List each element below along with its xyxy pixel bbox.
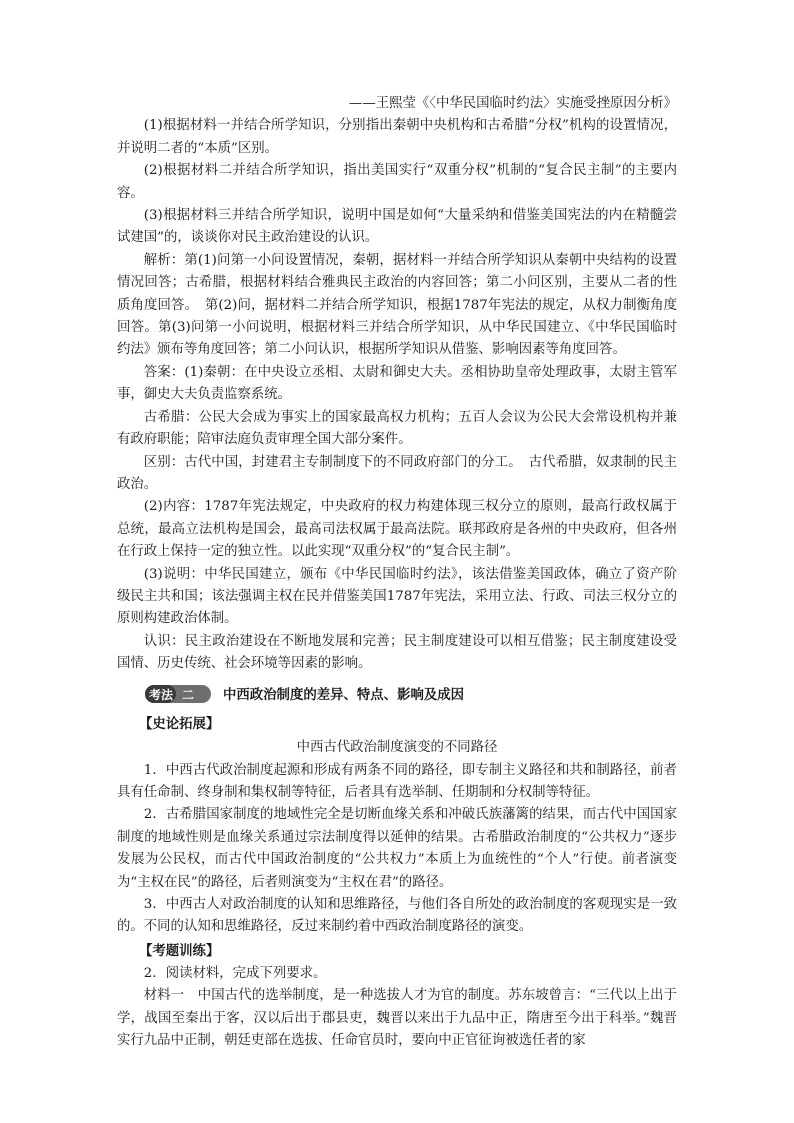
training-item: 2．阅读材料，完成下列要求。 bbox=[143, 965, 327, 981]
question-2: (2)根据材料二并结合所学知识，指出美国实行“双重分权”机制的“复合民主制”的主要内容。 bbox=[117, 163, 677, 201]
badge-right-text: 二 bbox=[182, 687, 195, 702]
source-citation: ——王熙莹《〈中华民国临时约法〉实施受挫原因分析》 bbox=[348, 96, 677, 111]
extension-point-2: 2．古希腊国家制度的地域性完全是切断血缘关系和冲破氏族藩篱的结果，而古代中国国家制度的地域性则是血缘关系通过宗法制度得以延伸的结果。古希腊政治制度的“公共权力”逐步发展为公民权，而古代中国政治制度的“公共权力”本质上为血统性的“个人”行使。前者演变为“主权在民”的路径，后者则演变为“主权在君”的路径。 bbox=[117, 807, 677, 890]
answer-content: (2)内容：1787年宪法规定，中央政府的权力构建体现三权分立的原则，最高行政权属于总统，最高立法机构是国会，最高司法权属于最高法院。联邦政府是各州的中央政府，但各州在行政上保持一定的独立性。以此实现“双重分权”的“复合民主制”。 bbox=[117, 499, 677, 560]
answer-difference: 区别：古代中国，封建君主专制制度下的不同政府部门的分工。 古代希腊，奴隶制的民主政治。 bbox=[117, 454, 677, 492]
badge-left-text: 考法 bbox=[149, 687, 174, 702]
answer-greece: 古希腊：公民大会成为事实上的国家最高权力机构；五百人会议为公民大会常设机构并兼有政府职能；陪审法庭负责审理全国大部分案件。 bbox=[117, 409, 677, 448]
document-content bbox=[117, 93, 677, 1052]
extension-point-3: 3．中西古人对政治制度的认知和思维路径，与他们各自所处的政治制度的客观现实是一致的。不同的认知和思维路径，反过来制约着中西政治制度路径的演变。 bbox=[117, 897, 677, 935]
extension-point-1: 1．中西古代政治制度起源和形成有两条不同的路径，即专制主义路径和共和制路径，前者具有任命制、终身制和集权制等特征，后者具有选举制、任期制和分权制等特征。 bbox=[117, 762, 677, 800]
section-title: 中西政治制度的差异、特点、影响及成因 bbox=[223, 688, 465, 704]
extension-tag: 【史论拓展】 bbox=[139, 715, 220, 732]
answer-qin: 答案：(1)秦朝：在中央设立丞相、太尉和御史大夫。丞相协助皇帝处理政事，太尉主管军事，御史大夫负责监察系统。 bbox=[117, 364, 677, 403]
answer-explanation: (3)说明：中华民国建立，颁布《中华民国临时约法》，该法借鉴美国政体，确立了资产阶级民主共和国；该法强调主权在民并借鉴美国1787年宪法，采用立法、行政、司法三权分立的原则构建政治体制。 bbox=[117, 566, 677, 627]
material-one: 材料一 中国古代的选举制度，是一种选拔人才为官的制度。苏东坡曾言：“三代以上出于学，战国至秦出于客，汉以后出于郡县吏，魏晋以来出于九品中正，隋唐至今出于科举。”魏晋实行九品中正制，朝廷吏部在选拔、任命官员时，要向中正官征询被选任者的家 bbox=[117, 988, 677, 1049]
question-3: (3)根据材料三并结合所学知识，说明中国是如何“大量采纳和借鉴美国宪法的内在精髓尝试建国”的，谈谈你对民主政治建设的认识。 bbox=[117, 208, 677, 246]
analysis-paragraph: 解析：第(1)问第一小问设置情况，秦朝，据材料一并结合所学知识从秦朝中央结构的设置情况回答；古希腊，根据材料结合雅典民主政治的内容回答；第二小问区别，主要从二者的性质角度回答。 第(2)问，据材料二并结合所学知识，根据1787年宪法的规定，从权力制衡角度回答。第(3)问第一小问说明，根据材料三并结合所学知识，从中华民国建立、《中华民国临时约法》颁布等角度回答；第二小问认识，根据所学知识从借鉴、影响因素等角度回答。 bbox=[117, 252, 677, 358]
extension-title: 中西古代政治制度演变的不同路径 bbox=[296, 739, 498, 755]
question-1: (1)根据材料一并结合所学知识，分别指出秦朝中央机构和古希腊“分权”机构的设置情况，并说明二者的“本质”区别。 bbox=[117, 118, 677, 156]
training-tag: 【考题训练】 bbox=[139, 942, 220, 959]
kaofa-badge-icon bbox=[145, 685, 211, 703]
section-heading bbox=[117, 682, 677, 706]
answer-understanding: 认识：民主政治建设在不断地发展和完善；民主制度建设可以相互借鉴；民主制度建设受国情、历史传统、社会环境等因素的影响。 bbox=[117, 633, 677, 672]
